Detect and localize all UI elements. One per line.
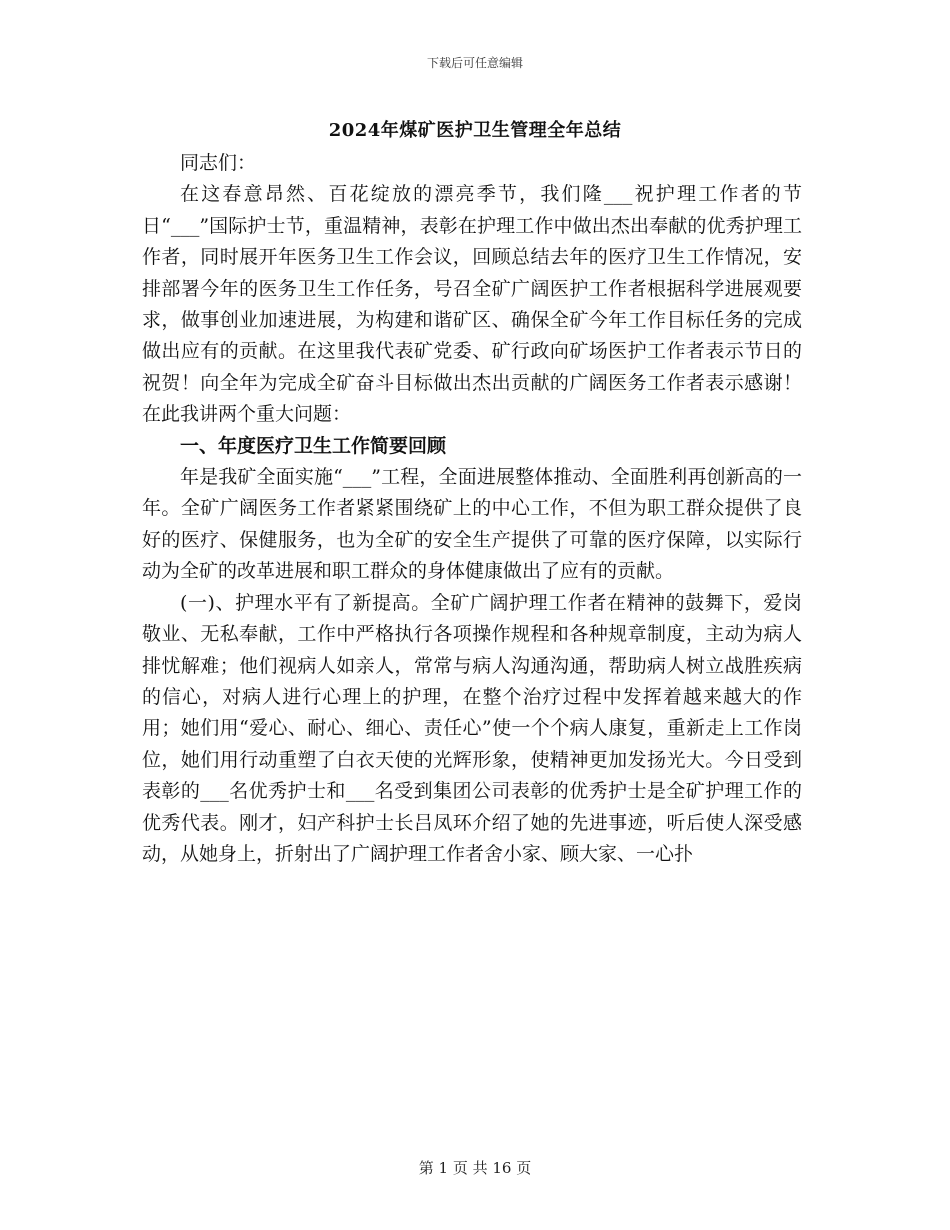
salutation: 同志们： <box>180 152 257 174</box>
document-body <box>142 148 802 870</box>
body-paragraph: 在这春意昂然、百花绽放的漂亮季节，我们隆___祝护理工作者的节日“___”国际护士节，重温精神，表彰在护理工作中做出杰出奉献的优秀护理工作者，同时展开年医务卫生工作会议，回顾总结去年的医疗卫生工作情况，安排部署今年的医务卫生工作任务，号召全矿广阔医护工作者根据科学进展观要求，做事创业加速进展，为构建和谐矿区、确保全矿今年工作目标任务的完成做出应有的贡献。在这里我代表矿党委、矿行政向矿场医护工作者表示节日的祝贺！向全年为完成全矿奋斗目标做出杰出贡献的广阔医务工作者表示感谢！在此我讲两个重大问题： <box>142 183 802 426</box>
page-number-footer: 第 1 页 共 16 页 <box>418 1159 532 1177</box>
document-title: 2024年煤矿医护卫生管理全年总结 <box>328 120 622 141</box>
body-paragraph: 年是我矿全面实施“___”工程，全面进展整体推动、全面胜利再创新高的一年。全矿广阔医务工作者紧紧围绕矿上的中心工作，不但为职工群众提供了良好的医疗、保健服务，也为全矿的安全生产提供了可靠的医疗保障，以实际行动为全矿的改革进展和职工群众的身体健康做出了应有的贡献。 <box>142 466 802 583</box>
header-note: 下载后可任意编辑 <box>426 56 523 70</box>
body-paragraph: (一)、护理水平有了新提高。全矿广阔护理工作者在精神的鼓舞下，爱岗敬业、无私奉献，工作中严格执行各项操作规程和各种规章制度，主动为病人排忧解难；他们视病人如亲人，常常与病人沟通沟通，帮助病人树立战胜疾病的信心，对病人进行心理上的护理，在整个治疗过程中发挥着越来越大的作用；她们用“爱心、耐心、细心、责任心”使一个个病人康复，重新走上工作岗位，她们用行动重塑了白衣天使的光辉形象，使精神更加发扬光大。今日受到表彰的___名优秀护士和___名受到集团公司表彰的优秀护士是全矿护理工作的优秀代表。刚才，妇产科护士长吕凤环介绍了她的先进事迹，听后使人深受感动，从她身上，折射出了广阔护理工作者舍小家、顾大家、一心扑 <box>142 591 802 865</box>
section-heading: 一、年度医疗卫生工作简要回顾 <box>180 434 447 457</box>
